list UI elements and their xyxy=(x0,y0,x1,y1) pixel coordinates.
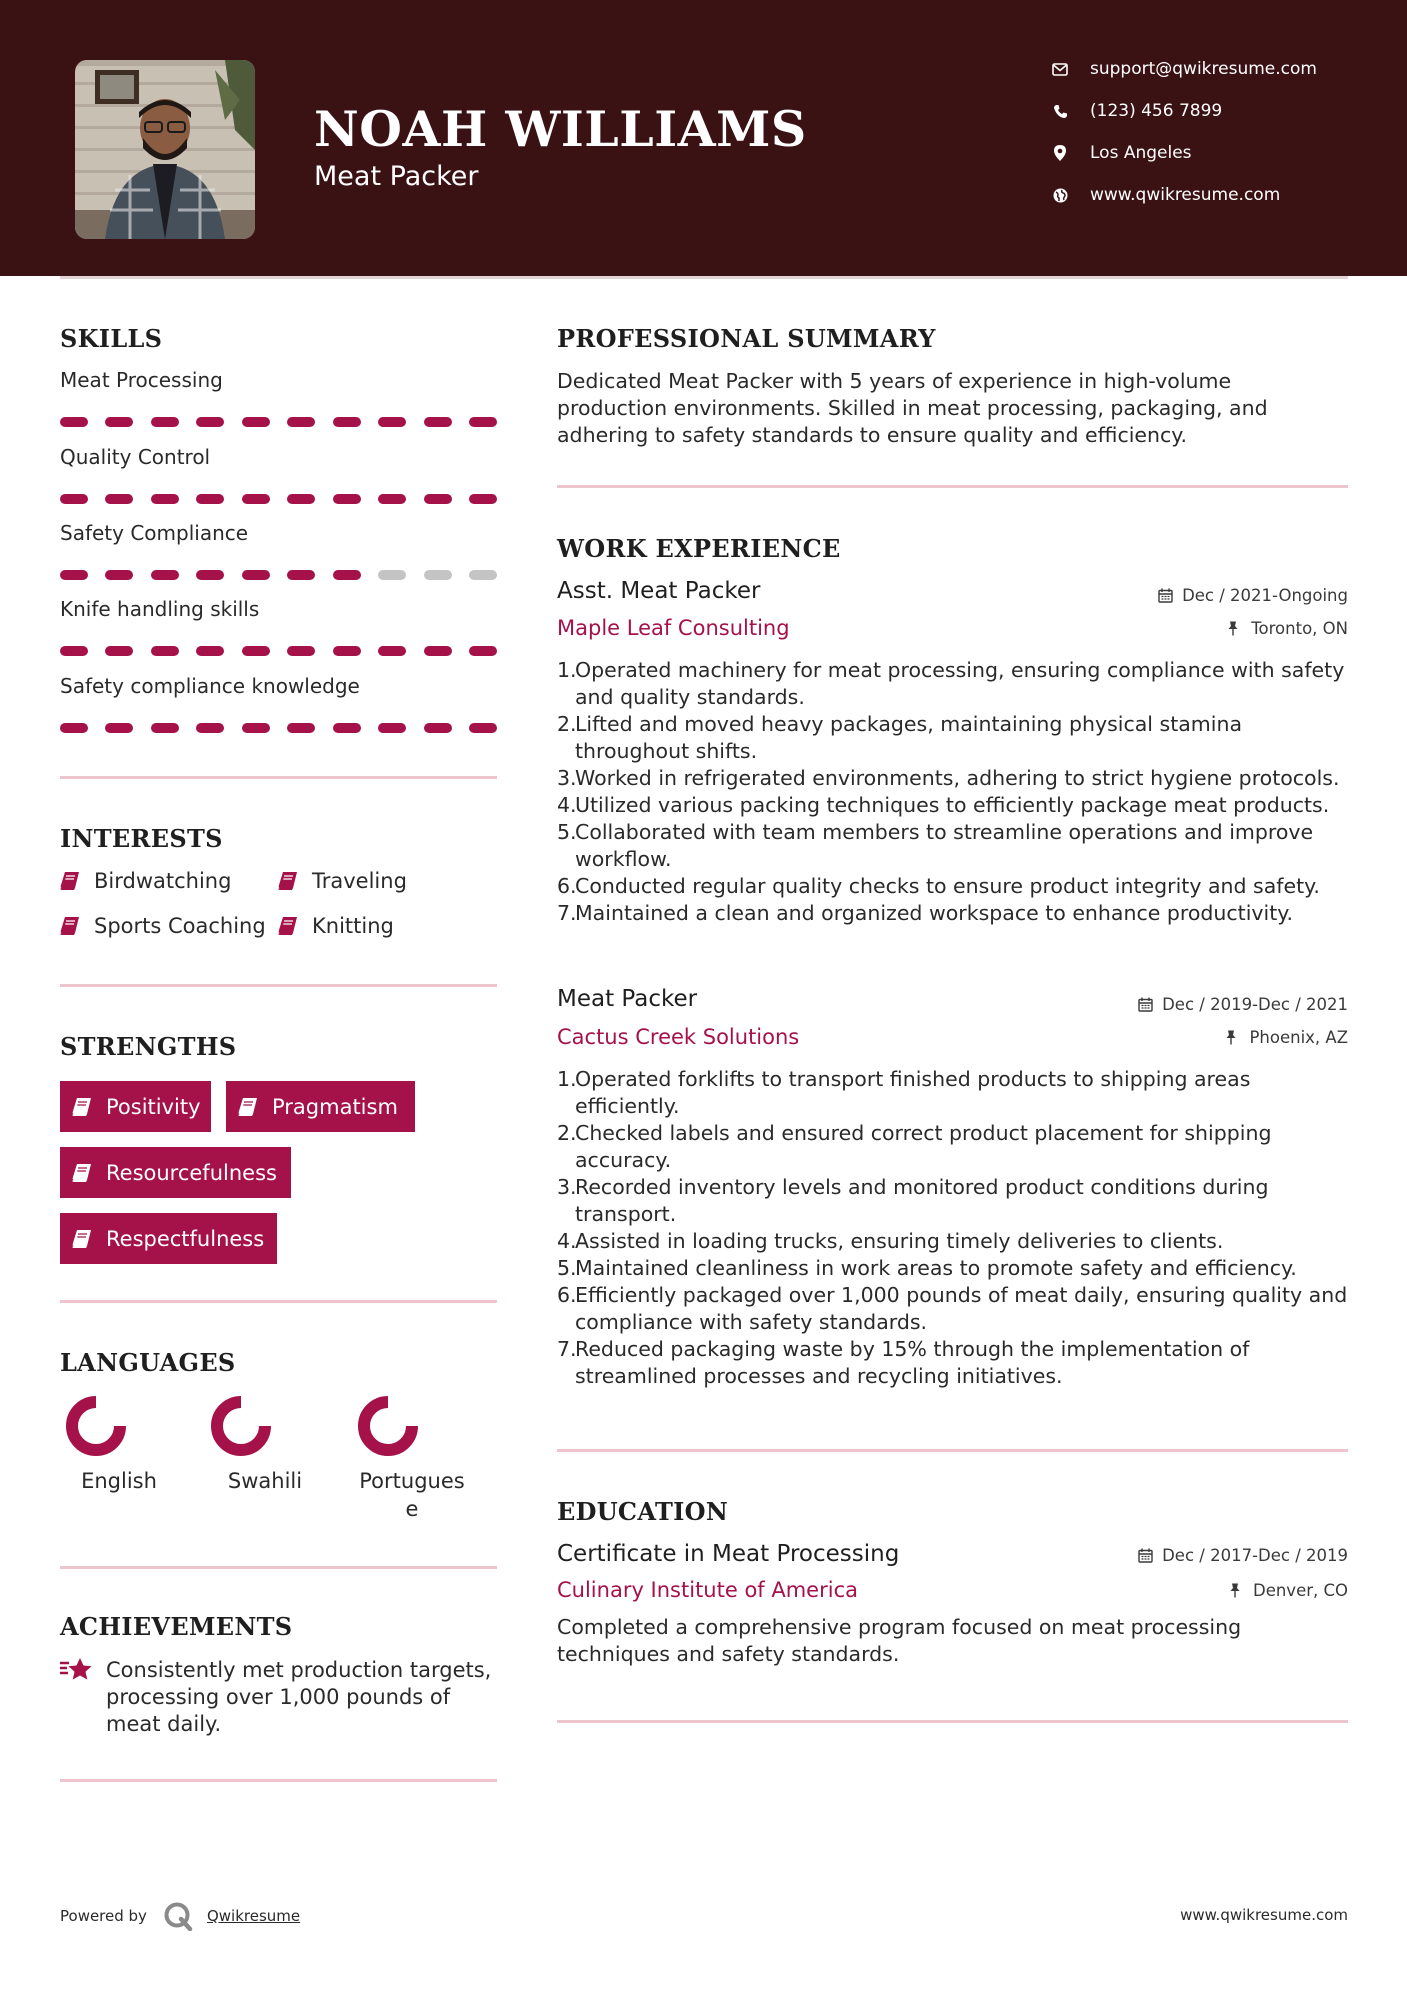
section-divider xyxy=(60,1300,497,1303)
strength-label: Respectfulness xyxy=(106,1226,265,1251)
skill-rating xyxy=(60,646,497,656)
calendar-icon xyxy=(1138,997,1154,1013)
skill-rating-dash xyxy=(242,417,270,427)
skill-rating-dash xyxy=(378,646,406,656)
skill-rating-dash xyxy=(378,417,406,427)
skill-rating-dash xyxy=(287,570,315,580)
experience-title: WORK EXPERIENCE xyxy=(557,534,841,563)
interest-item xyxy=(278,911,394,941)
responsibility-item: 6. Efficiently packaged over 1,000 pounds of meat daily, ensuring quality and compliance with safety standards. xyxy=(557,1283,1348,1334)
company-name: Cactus Creek Solutions xyxy=(557,1025,800,1049)
job-dates-text: Dec / 2019-Dec / 2021 xyxy=(1162,995,1348,1014)
job-dates xyxy=(1138,995,1348,1014)
achievements-title: ACHIEVEMENTS xyxy=(60,1612,293,1641)
interest-label: Birdwatching xyxy=(94,869,232,893)
achievement-item xyxy=(60,1657,500,1738)
skill-rating-dash xyxy=(287,723,315,733)
job-responsibilities xyxy=(557,1066,1357,1390)
language-proficiency-ring xyxy=(357,1395,419,1457)
section-divider xyxy=(60,984,497,987)
job-location xyxy=(1227,619,1348,638)
star-icon xyxy=(60,1657,96,1685)
skill-rating-dash xyxy=(242,723,270,733)
skill-rating-dash xyxy=(60,494,88,504)
job-responsibilities xyxy=(557,657,1357,927)
strength-label: Pragmatism xyxy=(272,1094,398,1119)
skill-name: Safety Compliance xyxy=(60,521,249,545)
language-label: Portugues e xyxy=(359,1469,465,1521)
job-location-text: Toronto, ON xyxy=(1251,619,1348,638)
skill-rating-dash xyxy=(333,570,361,580)
education-location xyxy=(1229,1581,1348,1600)
qwikresume-link[interactable]: Qwikresume xyxy=(206,1907,301,1925)
responsibility-item: 6. Conducted regular quality checks to ensure product integrity and safety. xyxy=(557,874,1320,898)
skill-rating-dash xyxy=(196,646,224,656)
skill-rating-dash xyxy=(378,494,406,504)
interests-title: INTERESTS xyxy=(60,824,223,853)
education-dates-text: Dec / 2017-Dec / 2019 xyxy=(1162,1546,1348,1565)
section-divider xyxy=(60,1779,497,1782)
interest-item xyxy=(60,911,266,941)
contact-phone[interactable] xyxy=(1050,99,1370,123)
interest-label: Traveling xyxy=(312,869,407,893)
skill-rating-dash xyxy=(196,494,224,504)
profile-photo xyxy=(75,60,255,239)
skill-rating-dash xyxy=(287,646,315,656)
book-icon xyxy=(278,870,300,892)
languages-title: LANGUAGES xyxy=(60,1348,236,1377)
interest-item xyxy=(278,866,407,896)
job-title: Asst. Meat Packer xyxy=(557,578,761,604)
book-icon xyxy=(60,915,82,937)
skill-rating-dash xyxy=(469,646,497,656)
skill-name: Meat Processing xyxy=(60,368,223,392)
skill-rating-dash xyxy=(333,494,361,504)
education-description: Completed a comprehensive program focused on meat processing techniques and safety standards. xyxy=(557,1615,1242,1666)
skill-rating-dash xyxy=(196,570,224,580)
section-divider xyxy=(60,1566,497,1569)
skill-rating xyxy=(60,723,497,733)
contact-email[interactable] xyxy=(1050,57,1370,81)
skill-rating-dash xyxy=(60,646,88,656)
skill-rating-dash xyxy=(424,723,452,733)
skill-rating-dash xyxy=(60,570,88,580)
contact-email-text: support@qwikresume.com xyxy=(1090,59,1317,79)
skill-rating-dash xyxy=(333,417,361,427)
summary-text: Dedicated Meat Packer with 5 years of experience in high-volume production environments. Skilled in meat processing, packaging, and adhering to safety standards to ensure quality and efficiency. xyxy=(557,369,1268,447)
skill-rating-dash xyxy=(151,646,179,656)
footer-website-link[interactable]: www.qwikresume.com xyxy=(1180,1906,1348,1924)
skills-title: SKILLS xyxy=(60,324,163,353)
skill-rating-dash xyxy=(60,417,88,427)
job-location xyxy=(1225,1028,1348,1047)
job-dates xyxy=(1158,586,1348,605)
language-ring-arc xyxy=(217,1402,265,1450)
contact-website[interactable] xyxy=(1050,183,1370,207)
powered-by-text: Powered by xyxy=(60,1907,147,1925)
strength-label: Positivity xyxy=(106,1094,201,1119)
responsibility-item: 1. Operated forklifts to transport finished products to shipping areas efficiently. xyxy=(557,1067,1251,1118)
strength-tag xyxy=(60,1213,277,1264)
book-icon xyxy=(72,1228,94,1250)
responsibility-item: 4. Assisted in loading trucks, ensuring timely deliveries to clients. xyxy=(557,1229,1224,1253)
skill-rating-dash xyxy=(242,494,270,504)
section-divider xyxy=(557,485,1348,488)
book-icon xyxy=(278,915,300,937)
skill-rating-dash xyxy=(469,723,497,733)
strength-tag xyxy=(226,1081,415,1132)
responsibility-item: 3. Recorded inventory levels and monitored product conditions during transport. xyxy=(557,1175,1269,1226)
skill-rating-dash xyxy=(287,417,315,427)
language-label: English xyxy=(81,1469,157,1493)
strengths-title: STRENGTHS xyxy=(60,1032,237,1061)
skill-rating-dash xyxy=(105,723,133,733)
skill-name: Knife handling skills xyxy=(60,597,260,621)
education-location-text: Denver, CO xyxy=(1252,1581,1348,1600)
language-label: Swahili xyxy=(227,1469,303,1493)
responsibility-item: 1. Operated machinery for meat processing, ensuring compliance with safety and quality standards. xyxy=(557,658,1345,709)
skill-rating-dash xyxy=(287,494,315,504)
skill-rating xyxy=(60,417,497,427)
calendar-icon xyxy=(1138,1548,1154,1564)
responsibility-item: 3. Worked in refrigerated environments, adhering to strict hygiene protocols. xyxy=(557,766,1340,790)
contact-phone-text: (123) 456 7899 xyxy=(1090,101,1223,121)
footer-powered-by xyxy=(60,1898,300,1934)
section-divider xyxy=(557,1720,1348,1723)
section-divider xyxy=(557,1449,1348,1452)
pin-icon xyxy=(1227,621,1243,637)
language-ring-arc xyxy=(364,1402,412,1450)
skill-rating xyxy=(60,494,497,504)
skill-rating-dash xyxy=(242,646,270,656)
resume-header xyxy=(0,0,1407,276)
skill-rating-dash xyxy=(378,570,406,580)
skill-rating-dash xyxy=(333,723,361,733)
header-divider xyxy=(60,276,1348,279)
skill-rating-dash xyxy=(60,723,88,733)
skill-name: Quality Control xyxy=(60,445,211,469)
skill-rating-dash xyxy=(105,570,133,580)
skill-rating-dash xyxy=(469,417,497,427)
skill-rating-dash xyxy=(196,417,224,427)
phone-icon xyxy=(1050,101,1070,121)
qwikresume-logo-icon xyxy=(163,1901,193,1931)
degree-title: Certificate in Meat Processing xyxy=(557,1541,900,1567)
skill-rating-dash xyxy=(333,646,361,656)
skill-name: Safety compliance knowledge xyxy=(60,674,360,698)
pin-icon xyxy=(1225,1030,1241,1046)
education-title: EDUCATION xyxy=(557,1497,729,1526)
contact-location-text: Los Angeles xyxy=(1090,143,1192,163)
envelope-icon xyxy=(1050,59,1070,79)
skill-rating-dash xyxy=(151,570,179,580)
interest-item xyxy=(60,866,231,896)
skill-rating-dash xyxy=(378,723,406,733)
contact-location xyxy=(1050,141,1370,165)
book-icon xyxy=(238,1096,260,1118)
responsibility-item: 2. Checked labels and ensured correct product placement for shipping accuracy. xyxy=(557,1121,1272,1172)
interest-label: Sports Coaching xyxy=(94,914,266,938)
skill-rating-dash xyxy=(196,723,224,733)
calendar-icon xyxy=(1158,588,1174,604)
book-icon xyxy=(72,1096,94,1118)
candidate-job-title: Meat Packer xyxy=(314,161,479,192)
language-ring-arc xyxy=(72,1402,120,1450)
education-dates xyxy=(1138,1546,1348,1565)
section-divider xyxy=(60,776,497,779)
job-location-text: Phoenix, AZ xyxy=(1249,1028,1348,1047)
strength-tag xyxy=(60,1147,291,1198)
responsibility-item: 7. Maintained a clean and organized workspace to enhance productivity. xyxy=(557,901,1294,925)
book-icon xyxy=(60,870,82,892)
pin-icon xyxy=(1229,1583,1245,1599)
skill-rating-dash xyxy=(151,494,179,504)
contact-website-text: www.qwikresume.com xyxy=(1090,185,1281,205)
language-proficiency-ring xyxy=(65,1395,127,1457)
book-icon xyxy=(72,1162,94,1184)
skill-rating-dash xyxy=(424,570,452,580)
skill-rating-dash xyxy=(105,646,133,656)
summary-title: PROFESSIONAL SUMMARY xyxy=(557,324,936,353)
school-name: Culinary Institute of America xyxy=(557,1578,858,1602)
skill-rating-dash xyxy=(424,646,452,656)
job-title: Meat Packer xyxy=(557,986,698,1012)
responsibility-item: 4. Utilized various packing techniques to efficiently package meat products. xyxy=(557,793,1330,817)
interest-label: Knitting xyxy=(312,914,394,938)
responsibility-item: 5. Collaborated with team members to streamline operations and improve workflow. xyxy=(557,820,1314,871)
candidate-name: NOAH WILLIAMS xyxy=(314,100,807,158)
language-proficiency-ring xyxy=(210,1395,272,1457)
skill-rating-dash xyxy=(105,417,133,427)
skill-rating-dash xyxy=(151,417,179,427)
job-dates-text: Dec / 2021-Ongoing xyxy=(1182,586,1348,605)
achievement-text: Consistently met production targets, processing over 1,000 pounds of meat daily. xyxy=(106,1658,492,1736)
responsibility-item: 2. Lifted and moved heavy packages, maintaining physical stamina throughout shifts. xyxy=(557,712,1243,763)
skill-rating-dash xyxy=(424,417,452,427)
skill-rating-dash xyxy=(151,723,179,733)
responsibility-item: 7. Reduced packaging waste by 15% through the implementation of streamlined processes and recycling initiatives. xyxy=(557,1337,1250,1388)
responsibility-item: 5. Maintained cleanliness in work areas to promote safety and efficiency. xyxy=(557,1256,1297,1280)
company-name: Maple Leaf Consulting xyxy=(557,616,790,640)
skill-rating-dash xyxy=(242,570,270,580)
skill-rating-dash xyxy=(469,494,497,504)
skill-rating xyxy=(60,570,497,580)
strength-tag xyxy=(60,1081,211,1132)
map-pin-icon xyxy=(1050,143,1070,163)
skill-rating-dash xyxy=(424,494,452,504)
skill-rating-dash xyxy=(469,570,497,580)
skill-rating-dash xyxy=(105,494,133,504)
strength-label: Resourcefulness xyxy=(106,1160,277,1185)
globe-icon xyxy=(1050,185,1070,205)
